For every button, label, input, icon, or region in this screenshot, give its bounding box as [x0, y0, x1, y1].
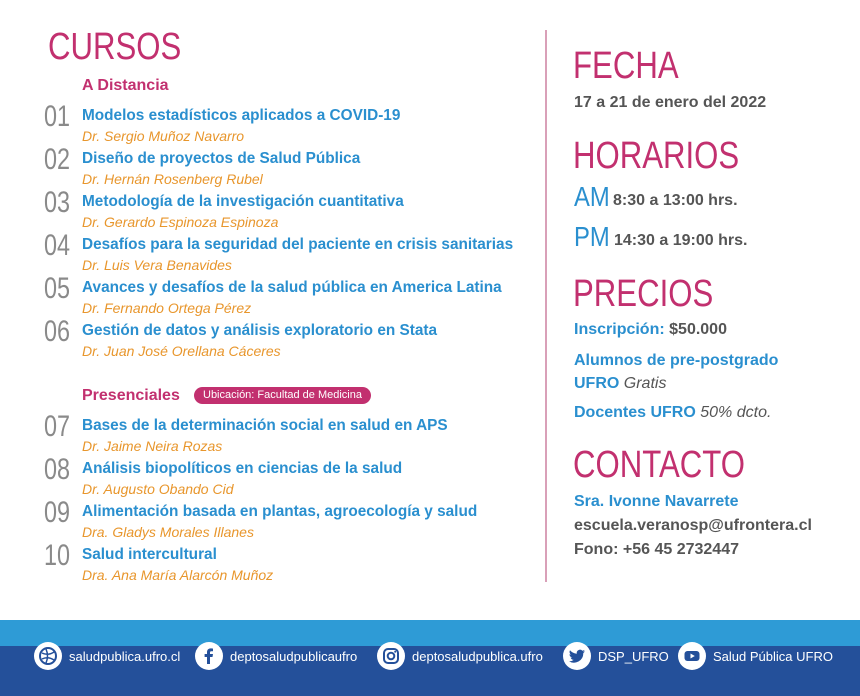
alumnos-value: Gratis — [623, 375, 667, 392]
course-author: Dr. Fernando Ortega Pérez — [82, 300, 252, 316]
footer-youtube-text: Salud Pública UFRO — [713, 648, 833, 664]
course-number: 09 — [44, 496, 71, 529]
course-author: Dr. Sergio Muñoz Navarro — [82, 128, 245, 144]
course-author: Dr. Hernán Rosenberg Rubel — [82, 171, 263, 187]
course-number: 03 — [44, 186, 71, 219]
footer-youtube-link[interactable] — [678, 630, 833, 682]
cursos-heading: CURSOS — [48, 26, 182, 68]
course-number: 05 — [44, 272, 71, 305]
presencial-label: Presenciales — [82, 387, 180, 404]
course-number: 06 — [44, 315, 71, 348]
fecha-value: 17 a 21 de enero del 2022 — [574, 94, 767, 111]
course-author: Dr. Juan José Orellana Cáceres — [82, 343, 281, 359]
contact-email[interactable]: escuela.veranosp@ufrontera.cl — [574, 517, 812, 534]
distance-label: A Distancia — [82, 77, 169, 94]
contact-name: Sra. Ivonne Navarrete — [574, 493, 739, 510]
footer-twitter-link[interactable] — [563, 630, 669, 682]
am-label: AM — [574, 181, 610, 212]
am-value: 8:30 a 13:00 hrs. — [613, 192, 738, 209]
alumnos-ufro-label: UFRO — [574, 375, 620, 392]
footer-facebook-text: deptosaludpublicaufro — [230, 648, 358, 664]
course-title: Diseño de proyectos de Salud Pública — [82, 150, 361, 167]
inscripcion-value: $50.000 — [669, 321, 727, 338]
twitter-icon — [563, 642, 591, 670]
alumnos-label: Alumnos de pre-postgrado — [574, 352, 779, 369]
course-author: Dr. Luis Vera Benavides — [82, 257, 232, 273]
course-number: 04 — [44, 229, 71, 262]
course-number: 02 — [44, 143, 71, 176]
course-author: Dr. Jaime Neira Rozas — [82, 438, 223, 454]
alumnos-row — [574, 375, 666, 393]
pm-value: 14:30 a 19:00 hrs. — [614, 232, 748, 249]
globe-icon — [34, 642, 62, 670]
course-title: Alimentación basada en plantas, agroecología y salud — [82, 503, 478, 520]
column-divider — [545, 30, 547, 582]
youtube-icon — [678, 642, 706, 670]
course-title: Avances y desafíos de la salud pública en America Latina — [82, 279, 502, 296]
precios-heading: PRECIOS — [573, 273, 714, 315]
course-title: Análisis biopolíticos en ciencias de la salud — [82, 460, 403, 477]
course-number: 01 — [44, 100, 71, 133]
course-title: Salud intercultural — [82, 546, 217, 563]
course-author: Dra. Gladys Morales Illanes — [82, 524, 254, 540]
footer-facebook-link[interactable] — [195, 630, 357, 682]
footer-web-text: saludpublica.ufro.cl — [69, 648, 181, 664]
fecha-heading: FECHA — [573, 45, 679, 87]
course-author: Dra. Ana María Alarcón Muñoz — [82, 567, 274, 583]
course-title: Gestión de datos y análisis exploratorio en Stata — [82, 322, 438, 339]
pm-label: PM — [574, 221, 610, 252]
footer-instagram-link[interactable] — [377, 630, 543, 682]
course-title: Desafíos para la seguridad del paciente en crisis sanitarias — [82, 236, 514, 253]
docentes-label: Docentes UFRO — [574, 404, 696, 421]
docentes-row — [574, 404, 771, 422]
location-badge: Ubicación: Facultad de Medicina — [194, 387, 371, 404]
course-number: 07 — [44, 410, 71, 443]
inscripcion-row — [574, 321, 727, 339]
footer-instagram-text: deptosaludpublica.ufro — [412, 648, 543, 664]
inscripcion-label: Inscripción: — [574, 321, 665, 338]
contact-phone: Fono: +56 45 2732447 — [574, 541, 739, 558]
docentes-value: 50% dcto. — [700, 404, 772, 421]
horarios-heading: HORARIOS — [573, 135, 740, 177]
course-title: Modelos estadísticos aplicados a COVID-19 — [82, 107, 401, 124]
course-author: Dr. Gerardo Espinoza Espinoza — [82, 214, 279, 230]
course-title: Metodología de la investigación cuantitativa — [82, 193, 404, 210]
instagram-icon — [377, 642, 405, 670]
facebook-icon — [195, 642, 223, 670]
course-author: Dr. Augusto Obando Cid — [82, 481, 234, 497]
footer-twitter-text: DSP_UFRO — [598, 648, 669, 664]
course-title: Bases de la determinación social en salud en APS — [82, 417, 448, 434]
footer-web-link[interactable] — [34, 630, 180, 682]
course-number: 10 — [44, 539, 71, 572]
course-number: 08 — [44, 453, 71, 486]
contacto-heading: CONTACTO — [573, 444, 745, 486]
